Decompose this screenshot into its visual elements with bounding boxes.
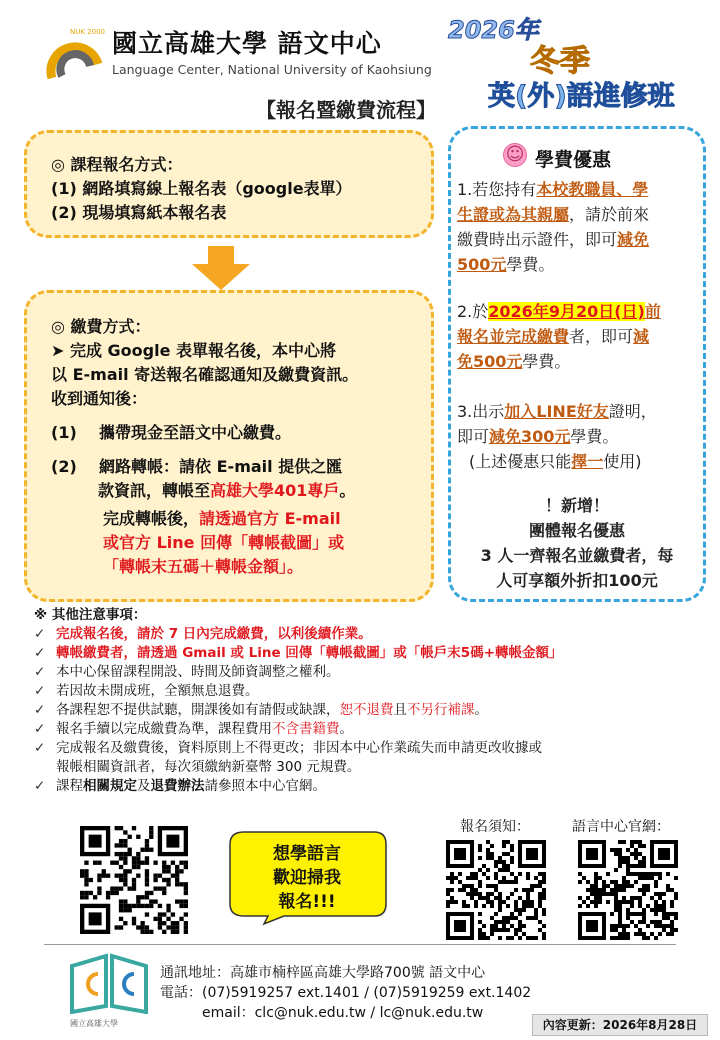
payment-option-transfer: (2) 網路轉帳：請依 E-mail 提供之匯 <box>51 457 343 476</box>
note-item: ✓ 課程相關規定及退費辦法請參照本中心官網。 <box>34 778 326 794</box>
footer-divider <box>44 944 676 945</box>
clc-logo-icon <box>66 952 152 1014</box>
registration-item-online: (1) 網路填寫線上報名表（google表單） <box>51 179 352 198</box>
payment-box <box>24 290 434 602</box>
footer-phone: 電話：(07)5919257 ext.1401 / (07)5919259 ext.1402 <box>160 985 532 1001</box>
payment-option-cash: (1) 攜帶現金至語文中心繳費。 <box>51 423 292 442</box>
discount-box <box>448 126 706 602</box>
note-item: ✓ 報名手續以完成繳費為準，課程費用不含書籍費。 <box>34 721 353 737</box>
year-title: 2026年 <box>448 16 539 44</box>
registration-box <box>24 130 434 238</box>
notes-heading: ※ 其他注意事項： <box>34 607 147 623</box>
payment-line: 以 E-mail 寄送報名確認通知及繳費資訊。 <box>51 365 359 384</box>
qr-label-website: 語言中心官網： <box>572 819 670 835</box>
registration-qr-code[interactable] <box>80 826 188 934</box>
registration-item-paper: (2) 現場填寫紙本報名表 <box>51 203 227 222</box>
smiley-icon: ☺ <box>503 143 527 167</box>
note-item: ✓ 轉帳繳費者，請透過 Gmail 或 Line 回傳「轉帳截圖」或「帳戶末5碼+轉帳金額」 <box>34 645 563 661</box>
notes-section <box>34 606 563 796</box>
footer-email[interactable]: email：clc@nuk.edu.tw / lc@nuk.edu.tw <box>202 1005 484 1021</box>
payment-line: 收到通知後： <box>51 389 148 408</box>
note-item: ✓ 本中心保留課程開設、時間及師資調整之權利。 <box>34 664 340 680</box>
university-english-name: Language Center, National University of Kaohsiung <box>112 62 432 77</box>
note-item: ✓ 若因故未開成班，全額無息退費。 <box>34 683 259 699</box>
footer-address: 通訊地址：高雄市楠梓區高雄大學路700號 語文中心 <box>160 965 486 981</box>
payment-line: ➤ 完成 Google 表單報名後，本中心將 <box>51 341 337 360</box>
group-discount: ！新增！ 團體報名優惠 3 人一齊報名並繳費者，每 人可享額外折扣100元 <box>480 496 674 590</box>
notice-qr-code[interactable] <box>446 840 546 940</box>
discount-title: 學費優惠 <box>535 149 612 171</box>
flow-title: 【報名暨繳費流程】 <box>256 98 436 122</box>
note-item: ✓ 完成報名後，請於 7 日內完成繳費，以利後續作業。 <box>34 626 372 642</box>
note-item-continued: 報帳相關資訊者，每次須繳納新臺幣 300 元規費。 <box>56 759 361 775</box>
qr-label-notice: 報名須知： <box>460 819 530 835</box>
note-item: ✓ 各課程恕不提供試聽，開課後如有請假或缺課，恕不退費且不另行補課。 <box>34 702 488 718</box>
speech-bubble-text: 想學語言 歡迎掃我 報名!!! <box>273 844 341 912</box>
discount-item-2: 2.於2026年9月20日(日)前 報名並完成繳費者，即可減 免500元學費。 <box>457 302 661 371</box>
update-date-badge: 內容更新：2026年8月28日 <box>532 1014 708 1036</box>
discount-item-3: 3.出示加入LINE好友證明， 即可減免300元學費。 (上述優惠只能擇一使用) <box>457 402 657 471</box>
footer-logo-caption: 國立高雄大學 <box>70 1019 118 1028</box>
class-title: 英(外)語進修班 <box>488 81 675 112</box>
payment-transfer-line: 款資訊，轉帳至高雄大學401專戶。 <box>98 481 356 500</box>
season-title: 冬季 <box>530 44 590 79</box>
nuk-logo-icon <box>44 24 106 82</box>
logo-text: NUK 2000 <box>70 28 105 36</box>
payment-after-transfer: 或官方 Line 回傳「轉帳截圖」或 <box>103 533 345 552</box>
payment-after-transfer: 完成轉帳後，請透過官方 E-mail <box>103 509 341 528</box>
website-qr-code[interactable] <box>578 840 678 940</box>
registration-heading: ◎ 課程報名方式： <box>51 155 183 174</box>
university-name: 國立高雄大學 語文中心 <box>112 29 382 58</box>
payment-after-transfer: 「轉帳末五碼＋轉帳金額」。 <box>103 557 304 576</box>
discount-item-1: 1.若您持有本校教職員、學 生證或為其親屬，請於前來 繳費時出示證件，即可減免 500元學費。 <box>457 180 650 274</box>
note-item: ✓ 完成報名及繳費後，資料原則上不得更改；非因本中心作業疏失而申請更改收據或 <box>34 740 542 756</box>
down-arrow-icon <box>192 246 250 290</box>
payment-heading: ◎ 繳費方式： <box>51 317 151 336</box>
